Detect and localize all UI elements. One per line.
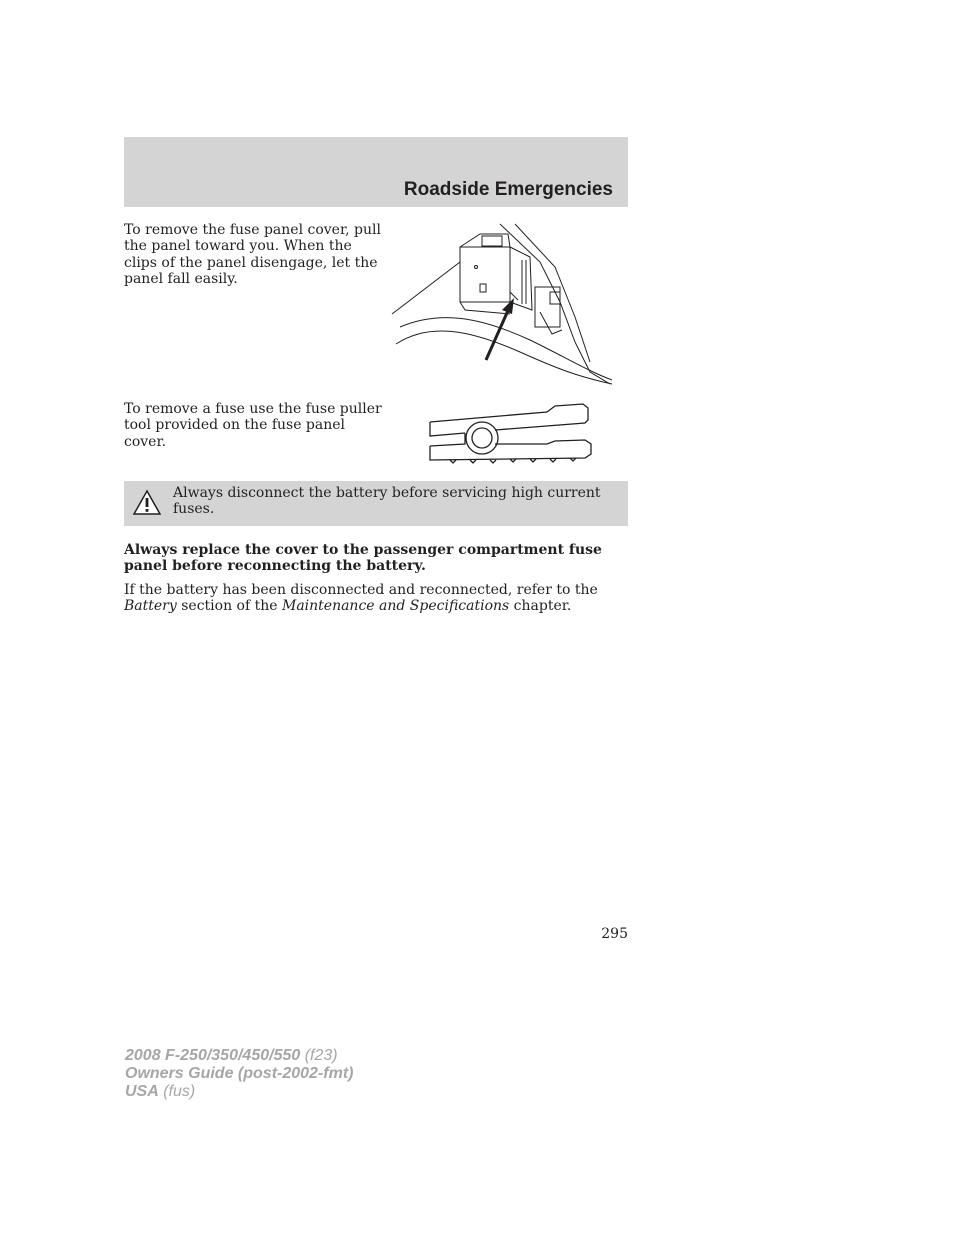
footer-guide: Owners Guide (post-2002-fmt) <box>125 1065 354 1082</box>
replace-cover-note: Always replace the cover to the passenger compartment fuse panel before reconnecting the battery. <box>124 542 602 575</box>
battery-note-text: section of the <box>176 598 282 615</box>
document-footer <box>125 1047 353 1101</box>
battery-note-text: If the battery has been disconnected and reconnected, refer to the <box>124 582 598 598</box>
footer-region: USA <box>125 1083 159 1100</box>
fuse-panel-illustration <box>390 222 615 387</box>
battery-section-reference: Battery <box>124 598 177 615</box>
footer-model-code: (f23) <box>300 1047 338 1064</box>
footer-guide-line <box>125 1065 353 1083</box>
page-number: 295 <box>601 926 628 942</box>
footer-region-code: (fus) <box>158 1083 196 1100</box>
warning-triangle-icon <box>132 489 162 516</box>
footer-model-line <box>125 1047 353 1065</box>
footer-region-line <box>125 1083 353 1101</box>
section-header <box>124 137 628 207</box>
fuse-puller-tool-illustration <box>425 400 595 470</box>
battery-note-text: chapter. <box>509 598 572 615</box>
section-title: Roadside Emergencies <box>403 179 613 200</box>
remove-fuse-instructions: To remove a fuse use the fuse puller tool provided on the fuse panel cover. <box>124 401 382 450</box>
remove-cover-instructions: To remove the fuse panel cover, pull the panel toward you. When the clips of the panel disengage, let the panel fall easily. <box>124 222 381 288</box>
footer-model: 2008 F-250/350/450/550 <box>125 1047 301 1064</box>
warning-callout <box>124 481 628 526</box>
chapter-reference: Maintenance and Specifications <box>281 598 510 615</box>
battery-reference-note <box>124 582 628 615</box>
warning-text: Always disconnect the battery before servicing high current fuses. <box>173 485 601 517</box>
